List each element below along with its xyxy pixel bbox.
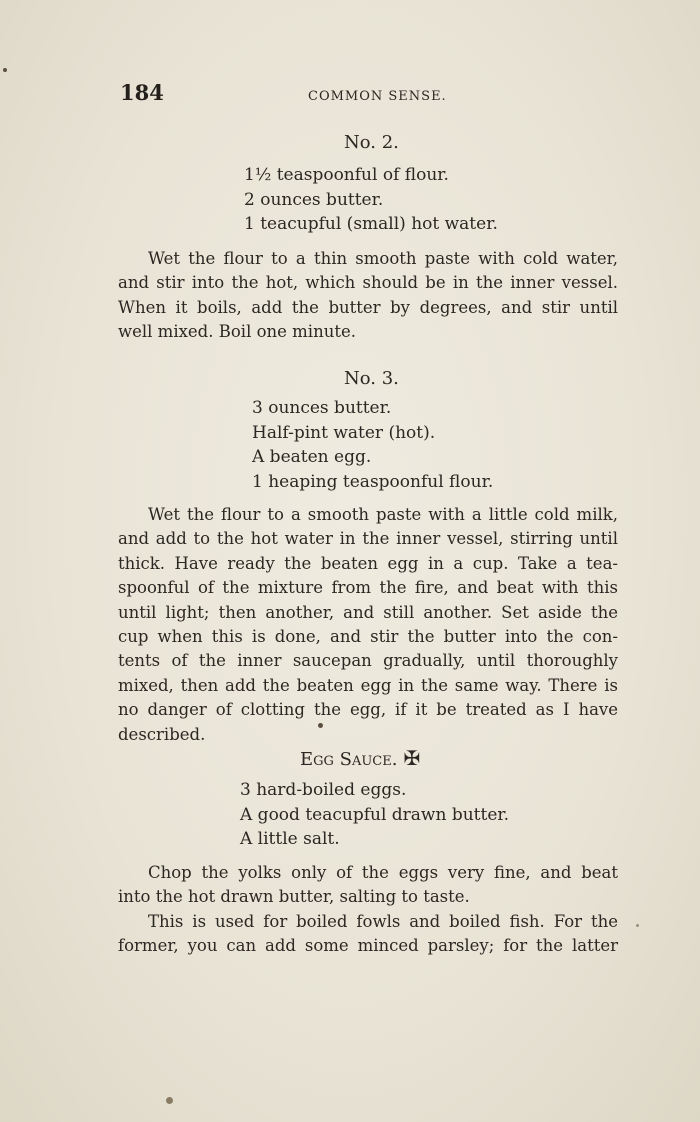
text-line: Wet the flour to a thin smooth paste with cold water,	[148, 249, 618, 268]
running-title: COMMON SENSE.	[308, 89, 447, 104]
text-line: spoonful of the mixture from the fire, and beat with this	[118, 578, 618, 598]
text-line: When it boils, add the butter by degrees, and stir until	[118, 297, 618, 317]
egg-sauce-heading	[300, 746, 420, 770]
maltese-cross-icon: ✠	[403, 746, 421, 770]
ingredient-line: 1 heaping teaspoonful flour.	[252, 471, 494, 492]
text-line: Wet the flour to a smooth paste with a little cold milk,	[148, 505, 618, 524]
text-line: tents of the inner saucepan gradually, until thoroughly	[118, 651, 618, 671]
ingredient-line: 1½ teaspoonful of flour.	[244, 165, 449, 185]
page-number: 184	[120, 80, 164, 105]
text-line: no danger of clotting the egg, if it be treated as I have	[118, 700, 618, 720]
section-3-heading: No. 3.	[344, 368, 399, 389]
text-line: Chop the yolks only of the eggs very fine, and beat	[148, 863, 618, 882]
egg-sauce-instructions	[118, 861, 618, 910]
ingredient-line: 3 hard-boiled eggs.	[240, 780, 407, 800]
text-line: cup when this is done, and stir the butter into the con-	[118, 627, 618, 647]
text-line: well mixed. Boil one minute.	[118, 322, 356, 342]
ingredient-line: A good teacupful drawn butter.	[240, 804, 510, 825]
ingredient-line: 3 ounces butter.	[252, 398, 392, 418]
text-line: This is used for boiled fowls and boiled fish. For the	[148, 912, 618, 931]
text-line: described.	[118, 724, 206, 744]
section-3-ingredients	[252, 396, 493, 494]
paper-speck	[3, 68, 7, 72]
section-2-heading: No. 2.	[344, 132, 399, 153]
egg-sauce-title: Egg Sauce.	[300, 749, 398, 770]
text-line: until light; then another, and still another. Set aside the	[118, 602, 618, 622]
text-line: into the hot drawn butter, salting to taste.	[118, 887, 470, 907]
ingredient-line: 2 ounces butter.	[244, 189, 384, 210]
paper-speck	[318, 723, 323, 728]
text-line: and add to the hot water in the inner vessel, stirring until	[118, 529, 618, 549]
egg-sauce-ingredients	[240, 778, 509, 852]
egg-sauce-usage	[118, 910, 618, 959]
section-2-ingredients	[244, 163, 498, 237]
page-header	[120, 80, 620, 110]
ingredient-line: Half-pint water (hot).	[252, 422, 436, 443]
paper-speck	[636, 924, 639, 927]
text-line: former, you can add some minced parsley; for the latter	[118, 936, 618, 956]
text-line: thick. Have ready the beaten egg in a cup. Take a tea-	[118, 553, 618, 573]
section-2-instructions	[118, 247, 618, 345]
text-line: and stir into the hot, which should be in the inner vessel.	[118, 273, 618, 293]
ingredient-line: A little salt.	[240, 829, 340, 849]
paper-speck	[166, 1097, 173, 1104]
text-line: mixed, then add the beaten egg in the same way. There is	[118, 675, 618, 695]
ingredient-line: A beaten egg.	[252, 447, 372, 467]
ingredient-line: 1 teacupful (small) hot water.	[244, 214, 498, 234]
section-3-instructions	[118, 503, 618, 747]
